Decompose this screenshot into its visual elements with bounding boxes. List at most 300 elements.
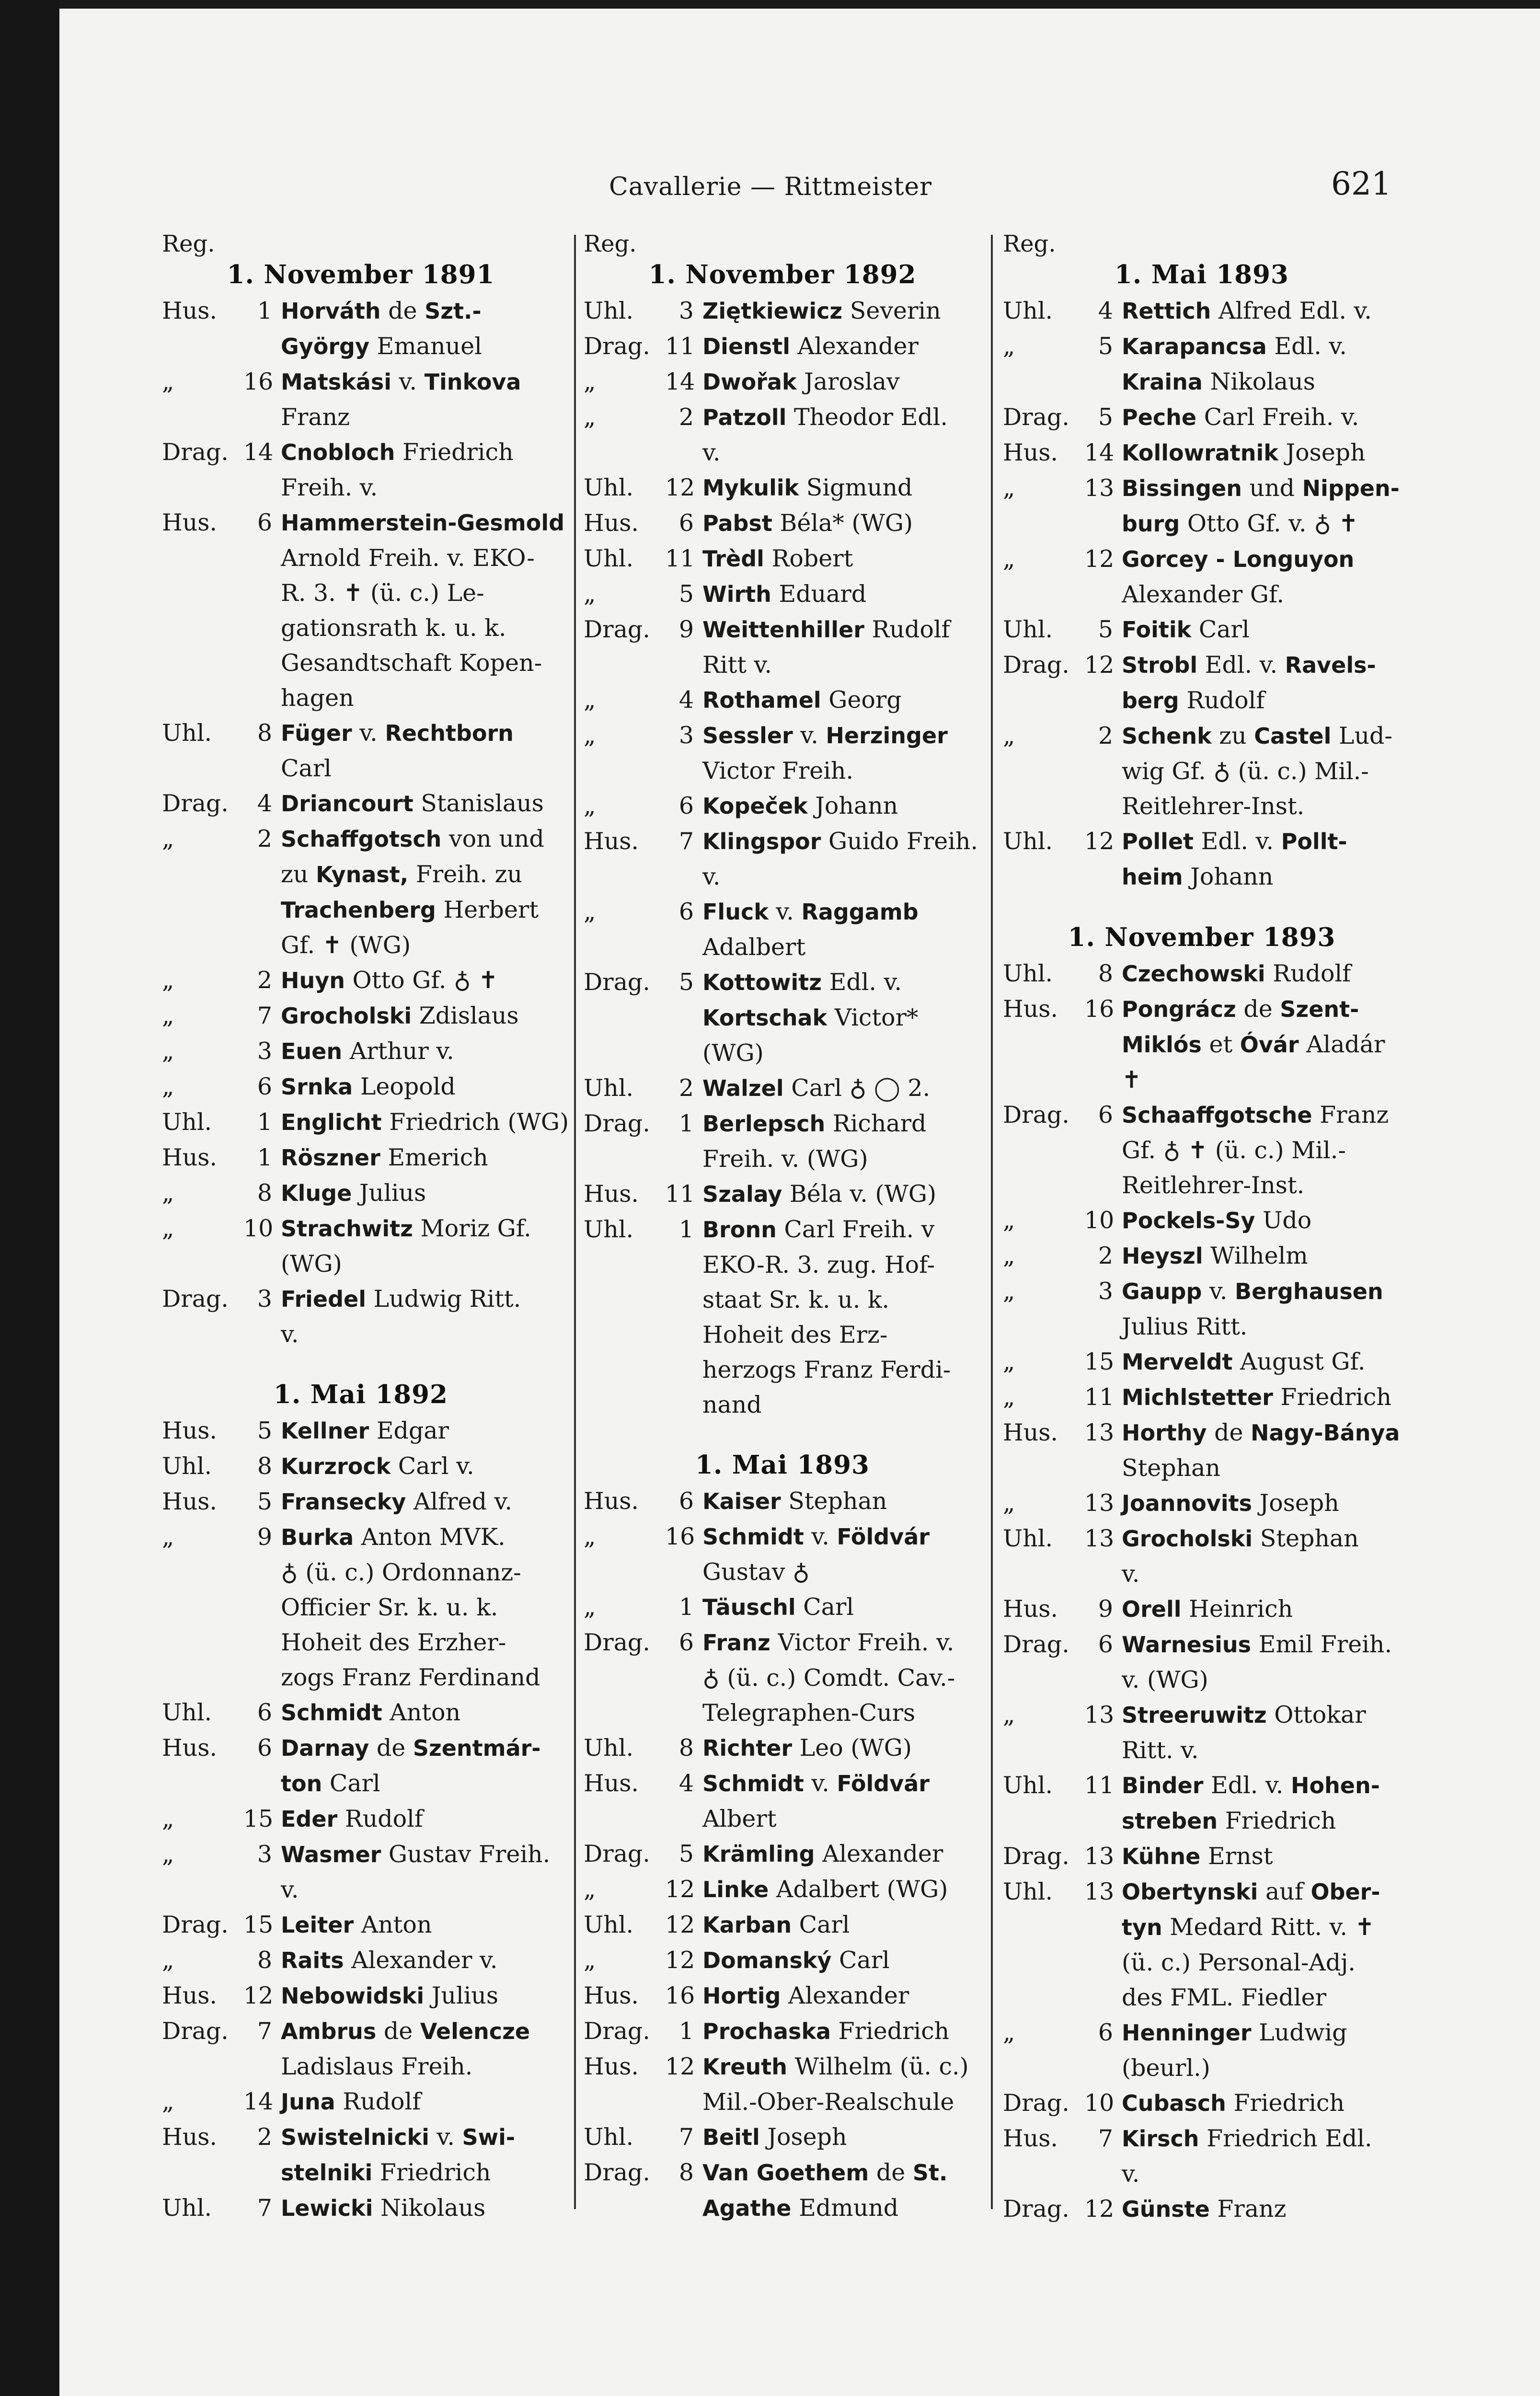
regiment-number: 10: [243, 1215, 274, 1242]
regiment-branch: Uhl.: [584, 545, 634, 572]
text-line: [281, 857, 560, 892]
officer-name: Cubasch: [1122, 2090, 1226, 2116]
regiment-branch: Hus.: [584, 828, 639, 855]
officer-text: [281, 1211, 560, 1281]
text-line: [1122, 506, 1401, 541]
text-line: [702, 1071, 981, 1106]
entry-detail: Alexander Gf.: [1122, 581, 1284, 608]
officer-name: Czechowski: [1122, 961, 1265, 987]
officer-entry: [1003, 1238, 1401, 1274]
regiment-number: 6: [1098, 1101, 1113, 1129]
regiment-number: 12: [665, 2053, 695, 2080]
officer-entry: [584, 965, 981, 1071]
entry-detail: staat Sr. k. u. k.: [702, 1286, 890, 1313]
text-line: [1122, 577, 1401, 612]
regiment-branch: Hus.: [1003, 439, 1058, 466]
officer-text: [702, 1730, 981, 1766]
text-line: [702, 753, 981, 788]
regiment-branch: Hus.: [584, 1487, 639, 1515]
regiment-number: 11: [1084, 1383, 1115, 1411]
officer-name: Schmidt: [281, 1700, 382, 1726]
regiment-branch: „: [584, 580, 596, 608]
officer-entry: [584, 682, 981, 718]
text-line: [1122, 612, 1401, 647]
entry-detail: Rudolf: [1179, 687, 1265, 714]
entry-detail: Friedrich: [395, 438, 514, 466]
officer-name: Schmidt: [702, 1771, 804, 1797]
regiment-number: 6: [678, 509, 694, 537]
page-number: 621: [1331, 165, 1391, 202]
text-line: [1122, 1521, 1401, 1556]
regiment-branch: Hus.: [162, 1734, 218, 1762]
regiment-number: 11: [1084, 1772, 1115, 1799]
regiment-branch: „: [162, 2088, 174, 2115]
officer-entry: [162, 505, 565, 715]
officer-entry: [162, 963, 560, 998]
entry-detail: Lud-: [1331, 722, 1392, 749]
officer-name: Orell: [1122, 1596, 1182, 1622]
entry-detail: Freih. zu: [408, 861, 523, 888]
officer-name: Hohen-: [1290, 1773, 1380, 1798]
officer-name: Agathe: [702, 2195, 792, 2221]
officer-entry: [584, 718, 981, 788]
regiment-branch: „: [584, 1876, 596, 1903]
regiment-number: 16: [665, 1982, 695, 2009]
text-line: [702, 1352, 981, 1387]
officer-text: [281, 364, 560, 435]
officer-text: [281, 1069, 560, 1105]
officer-entry: [584, 364, 981, 400]
entry-detail: Wilhelm: [1203, 1242, 1308, 1269]
officer-name: Heyszl: [1122, 1243, 1203, 1269]
regiment-number: 14: [665, 368, 695, 395]
regiment-branch: „: [1003, 1278, 1015, 1305]
officer-name: Kellner: [281, 1418, 369, 1444]
column-2: [584, 230, 981, 2226]
regiment-branch: Drag.: [584, 1840, 650, 1867]
officer-name: Gorcey - Longuyon: [1122, 546, 1355, 572]
regiment-branch: Hus.: [1003, 2125, 1058, 2152]
entry-detail: Robert: [764, 545, 853, 572]
text-line: [281, 821, 560, 857]
officer-text: [702, 1836, 981, 1872]
regiment-number: 6: [678, 792, 694, 819]
officer-text: [702, 541, 981, 576]
officer-name: Raits: [281, 1947, 344, 1973]
entry-detail: Telegraphen-Curs: [702, 1699, 916, 1727]
entry-detail: Stephan: [781, 1487, 887, 1515]
entry-detail: Adalbert (WG): [769, 1876, 948, 1903]
officer-name: Eder: [281, 1806, 338, 1832]
text-line: [281, 1872, 560, 1907]
regiment-branch: Uhl.: [584, 1074, 634, 1102]
regiment-number: 8: [1098, 960, 1113, 987]
text-line: [1122, 1697, 1401, 1733]
officer-entry: [584, 1590, 981, 1625]
text-line: [281, 892, 560, 928]
text-line: [281, 576, 564, 611]
officer-text: [702, 2120, 981, 2155]
regiment-branch: „: [584, 898, 596, 925]
text-line: [702, 1317, 981, 1352]
entry-detail: Georg: [821, 686, 902, 714]
regiment-number: 1: [678, 1593, 694, 1621]
text-line: [281, 329, 560, 364]
officer-text: [1122, 1344, 1401, 1380]
officer-entry: [1003, 956, 1401, 991]
officer-name: Szt.-: [425, 298, 482, 324]
officer-entry: [584, 506, 981, 541]
regiment-branch: Uhl.: [1003, 1525, 1053, 1552]
officer-name: Merveldt: [1122, 1349, 1233, 1375]
officer-text: [1122, 293, 1401, 329]
entry-detail: Carl: [792, 1911, 850, 1938]
regiment-number: 6: [257, 1699, 272, 1726]
regiment-number: 16: [1084, 995, 1115, 1023]
officer-entry: [1003, 435, 1401, 471]
officer-text: [281, 2190, 560, 2226]
text-line: [1122, 956, 1401, 991]
officer-name: Henninger: [1122, 2020, 1252, 2046]
text-line: [702, 506, 981, 541]
regiment-number: 13: [1084, 1843, 1115, 1870]
regiment-number: 5: [678, 968, 694, 996]
text-line: [281, 1175, 560, 1211]
entry-detail: herzogs Franz Ferdi-: [702, 1356, 951, 1383]
text-line: [1122, 1133, 1401, 1168]
officer-name: Kaiser: [702, 1488, 781, 1514]
text-line: [702, 1590, 981, 1625]
regiment-branch: „: [162, 1841, 174, 1868]
entry-detail: Edgar: [369, 1417, 449, 1444]
column-divider: [991, 235, 993, 2209]
entry-detail: Albert: [702, 1805, 777, 1832]
officer-name: berg: [1122, 688, 1179, 714]
entry-detail: Arthur v.: [342, 1037, 454, 1065]
regiment-number: 4: [1098, 297, 1113, 324]
entry-detail: v.: [1122, 2160, 1140, 2188]
entry-detail: Rudolf: [1265, 960, 1351, 987]
officer-entry: [584, 894, 981, 965]
regiment-number: 6: [1098, 1631, 1113, 1658]
officer-entry: [162, 2120, 560, 2190]
text-line: [281, 435, 560, 470]
text-line: [702, 647, 981, 682]
officer-name: Horváth: [281, 298, 381, 324]
regiment-branch: „: [584, 1523, 596, 1550]
regiment-number: 12: [665, 1947, 695, 1974]
text-line: [702, 682, 981, 718]
entry-detail: Eduard: [771, 580, 867, 608]
text-line: [1122, 1733, 1401, 1768]
regiment-number: 6: [257, 509, 272, 536]
officer-name: Euen: [281, 1038, 343, 1064]
officer-name: Krämling: [702, 1841, 815, 1867]
officer-entry: [584, 1978, 981, 2014]
text-line: [281, 1484, 560, 1520]
book-spine: [0, 0, 57, 2396]
text-line: [1122, 824, 1401, 859]
entry-detail: Wilhelm (ü. c.): [787, 2053, 969, 2080]
text-line: [281, 1105, 569, 1140]
regiment-number: 12: [665, 1876, 695, 1903]
regiment-number: 10: [1084, 1207, 1115, 1234]
regiment-number: 3: [257, 1037, 272, 1065]
regiment-number: 8: [678, 1734, 694, 1762]
officer-name: Strobl: [1122, 652, 1198, 678]
officer-name: Ambrus: [281, 2018, 377, 2044]
text-line: [702, 1484, 981, 1519]
officer-entry: [584, 1212, 981, 1422]
officer-name: Prochaska: [702, 2018, 831, 2044]
entry-detail: Joseph: [759, 2123, 847, 2151]
regiment-number: 9: [1098, 1595, 1113, 1623]
text-line: [702, 1106, 981, 1141]
officer-text: [702, 1907, 981, 1943]
entry-detail: Freih. v.: [281, 474, 378, 501]
entry-detail: Friedrich: [1218, 1807, 1336, 1834]
entry-detail: von und: [441, 825, 544, 852]
text-line: [1122, 329, 1401, 364]
officer-text: [702, 1872, 981, 1907]
entry-detail: Leo (WG): [792, 1734, 912, 1762]
officer-name: Fransecky: [281, 1489, 406, 1515]
entry-detail: Ludwig: [1251, 2019, 1347, 2046]
officer-entry: [1003, 541, 1401, 612]
entry-detail: Officier Sr. k. u. k.: [281, 1594, 498, 1621]
regiment-branch: „: [1003, 1701, 1015, 1728]
entry-detail: Otto Gf. ♁ ✝: [345, 967, 498, 994]
entry-detail: v. (WG): [1122, 1666, 1208, 1693]
regiment-number: 14: [1084, 439, 1115, 466]
entry-detail: Carl: [1191, 616, 1250, 643]
officer-text: [702, 1212, 981, 1422]
entry-detail: Arnold Freih. v. EKO-: [281, 544, 535, 572]
officer-entry: [162, 786, 560, 821]
officer-entry: [584, 1625, 981, 1730]
officer-entry: [584, 2049, 981, 2120]
entry-detail: Udo: [1255, 1207, 1312, 1234]
officer-entry: [1003, 647, 1401, 718]
officer-text: [281, 1907, 560, 1943]
text-line: [281, 1246, 560, 1281]
officer-text: [1122, 1380, 1401, 1415]
officer-name: Nippen-: [1302, 475, 1400, 501]
officer-entry: [584, 1071, 981, 1106]
officer-name: Pockels-Sy: [1122, 1208, 1255, 1233]
entry-detail: Alexander: [815, 1840, 943, 1867]
officer-name: tyn: [1122, 1914, 1162, 1940]
regiment-number: 6: [678, 1487, 694, 1515]
entry-detail: Guido Freih.: [821, 828, 978, 855]
regiment-branch: Uhl.: [1003, 1772, 1053, 1799]
officer-name: streben: [1122, 1808, 1218, 1834]
regiment-branch: Hus.: [162, 1417, 218, 1444]
text-line: [702, 2085, 981, 2120]
officer-name: Szalay: [702, 1181, 782, 1207]
entry-detail: ♁ (ü. c.) Ordonnanz-: [281, 1559, 521, 1586]
entry-detail: Friedrich Edl.: [1199, 2125, 1372, 2152]
regiment-branch: Drag.: [1003, 2089, 1069, 2117]
officer-entry: [584, 1836, 981, 1872]
regiment-branch: Hus.: [584, 1180, 639, 1208]
officer-entry: [584, 1106, 981, 1176]
officer-entry: [1003, 2191, 1401, 2227]
officer-entry: [1003, 1380, 1401, 1415]
officer-name: St.: [912, 2160, 948, 2186]
officer-name: Bissingen: [1122, 475, 1242, 501]
regiment-number: 15: [1084, 1348, 1115, 1375]
officer-entry: [584, 1943, 981, 1978]
officer-text: [281, 786, 560, 821]
entry-detail: Gesandtschaft Kopen-: [281, 649, 542, 677]
promotion-date: 1. Mai 1892: [274, 1380, 448, 1409]
officer-name: Hammerstein-Gesmold: [281, 510, 565, 536]
regiment-number: 5: [678, 1840, 694, 1867]
entry-detail: de: [376, 2017, 420, 2045]
officer-text: [281, 1801, 560, 1837]
regiment-number: 6: [257, 1734, 272, 1762]
entry-detail: Friedrich: [372, 2159, 491, 2186]
regiment-branch: „: [584, 792, 596, 819]
regiment-branch: Hus.: [1003, 1419, 1058, 1446]
regiment-number: 7: [257, 1002, 272, 1029]
regiment-number: 12: [1084, 2195, 1115, 2223]
officer-name: Castel: [1254, 723, 1332, 749]
officer-text: [1122, 1238, 1401, 1274]
entry-detail: Gustav Freih.: [381, 1841, 551, 1868]
promotion-date: 1. November 1891: [227, 260, 495, 289]
officer-text: [281, 1978, 560, 2014]
regiment-branch: Drag.: [584, 333, 650, 360]
officer-text: [702, 824, 981, 894]
officer-entry: [1003, 2085, 1401, 2121]
entry-detail: Emanuel: [369, 333, 482, 360]
entry-detail: Severin: [842, 297, 941, 324]
officer-entry: [162, 2084, 560, 2120]
officer-entry: [162, 293, 560, 364]
regiment-number: 13: [1084, 1878, 1115, 1905]
regiment-branch: Drag.: [162, 1911, 229, 1938]
officer-name: Trèdl: [702, 546, 764, 572]
officer-entry: [1003, 1627, 1401, 1697]
text-line: [281, 998, 560, 1034]
entry-detail: Anton MVK.: [354, 1523, 506, 1551]
regiment-branch: Uhl.: [584, 1734, 634, 1762]
officer-text: [281, 1695, 560, 1730]
regiment-branch: Uhl.: [162, 719, 212, 747]
officer-name: Günste: [1122, 2196, 1210, 2222]
text-line: [281, 1555, 560, 1590]
entry-detail: v.: [281, 1321, 299, 1348]
officer-name: Obertynski: [1122, 1879, 1258, 1905]
officer-entry: [162, 998, 560, 1034]
text-line: [1122, 1168, 1401, 1203]
text-line: [1122, 2015, 1401, 2050]
text-line: [281, 1625, 560, 1660]
officer-entry: [162, 364, 560, 435]
regiment-branch: Hus.: [162, 1144, 218, 1171]
text-line: [702, 1625, 981, 1660]
regiment-number: 2: [678, 1074, 694, 1102]
regiment-branch: Drag.: [584, 2159, 650, 2186]
entry-detail: Zdislaus: [412, 1002, 519, 1029]
officer-text: [1122, 1521, 1401, 1591]
regiment-number: 1: [257, 1108, 272, 1136]
regiment-number: 8: [678, 2159, 694, 2186]
officer-entry: [584, 1907, 981, 1943]
running-header: Cavallerie — Rittmeister: [609, 173, 932, 201]
text-line: [702, 1141, 981, 1176]
entry-detail: v.: [281, 1876, 299, 1903]
entry-detail: und: [1241, 474, 1302, 502]
regiment-branch: Uhl.: [1003, 297, 1053, 324]
entry-detail: zu: [1211, 722, 1254, 749]
officer-text: [1122, 1203, 1401, 1238]
regiment-branch: Hus.: [1003, 1595, 1058, 1623]
entry-detail: v.: [391, 368, 425, 395]
officer-text: [1122, 2015, 1401, 2085]
entry-detail: Edl. v.: [1194, 828, 1281, 855]
officer-name: Grocholski: [281, 1003, 412, 1029]
text-line: [281, 928, 560, 963]
regiment-branch: Hus.: [162, 2123, 218, 2151]
officer-name: Richter: [702, 1735, 793, 1761]
regiment-number: 4: [257, 790, 272, 817]
promotion-date: 1. November 1892: [648, 260, 917, 289]
officer-name: Joannovits: [1122, 1490, 1252, 1516]
officer-entry: [584, 1176, 981, 1212]
entry-detail: Otto Gf. v. ♁ ✝: [1180, 510, 1358, 537]
officer-name: Schmidt: [702, 1524, 804, 1550]
text-line: [702, 1801, 981, 1836]
officer-name: Pollt-: [1281, 829, 1347, 854]
officer-text: [1122, 612, 1401, 647]
text-line: [702, 541, 981, 576]
text-line: [1122, 435, 1401, 471]
regiment-number: 11: [665, 545, 695, 572]
regiment-number: 3: [257, 1841, 272, 1868]
entry-detail: Medard Ritt. v. ✝: [1162, 1913, 1375, 1941]
officer-entry: [584, 824, 981, 894]
entry-detail: Alexander: [790, 333, 919, 360]
entry-detail: Stanislaus: [413, 790, 544, 817]
officer-text: [702, 1943, 981, 1978]
regiment-branch: Drag.: [162, 1285, 229, 1313]
entry-detail: Gustav ♁: [702, 1558, 810, 1586]
text-line: [1122, 1027, 1401, 1062]
text-line: [281, 2190, 560, 2226]
text-line: [1122, 1238, 1401, 1274]
text-line: [281, 2155, 560, 2190]
officer-name: Füger: [281, 720, 352, 746]
officer-entry: [584, 400, 981, 470]
officer-name: Gaupp: [1122, 1279, 1202, 1304]
regiment-number: 13: [1084, 474, 1115, 502]
text-line: [281, 2084, 560, 2120]
officer-text: [1122, 1274, 1401, 1344]
officer-text: [702, 364, 981, 400]
officer-text: [1122, 1768, 1401, 1839]
text-line: [281, 1449, 560, 1484]
entry-detail: ♁ (ü. c.) Comdt. Cav.-: [702, 1664, 955, 1692]
officer-text: [702, 682, 981, 718]
entry-detail: Ritt. v.: [1122, 1737, 1199, 1764]
text-line: [1122, 1662, 1401, 1697]
regiment-number: 1: [257, 1144, 272, 1171]
officer-entry: [162, 1907, 560, 1943]
entry-detail: (ü. c.) Personal-Adj.: [1122, 1949, 1356, 1976]
